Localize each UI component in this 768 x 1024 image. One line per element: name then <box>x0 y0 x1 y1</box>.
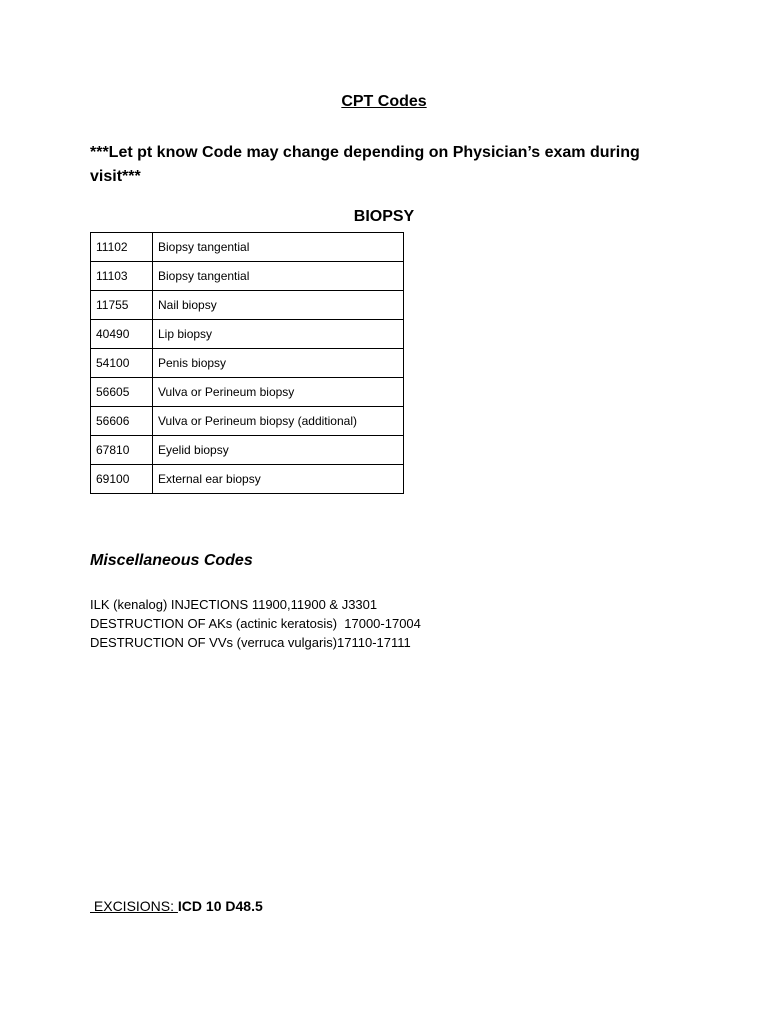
table-row <box>91 233 404 262</box>
description-cell: External ear biopsy <box>153 465 404 494</box>
code-cell: 11755 <box>91 291 153 320</box>
table-row <box>91 291 404 320</box>
description-cell: Biopsy tangential <box>153 233 404 262</box>
description-cell: Biopsy tangential <box>153 262 404 291</box>
miscellaneous-heading: Miscellaneous Codes <box>90 552 253 569</box>
biopsy-codes-table <box>90 232 404 494</box>
description-cell: Nail biopsy <box>153 291 404 320</box>
excisions-label: EXCISIONS: <box>90 898 178 914</box>
table-row <box>91 320 404 349</box>
description-cell: Vulva or Perineum biopsy <box>153 378 404 407</box>
biopsy-heading: BIOPSY <box>353 208 415 225</box>
code-cell: 54100 <box>91 349 153 378</box>
code-cell: 56605 <box>91 378 153 407</box>
table-row <box>91 407 404 436</box>
table-row <box>91 262 404 291</box>
code-cell: 40490 <box>91 320 153 349</box>
list-item: ILK (kenalog) INJECTIONS 11900,11900 & J3301 <box>90 597 378 612</box>
list-item: DESTRUCTION OF VVs (verruca vulgaris)17110-17111 <box>90 635 411 650</box>
miscellaneous-list <box>90 595 421 652</box>
excisions-code: ICD 10 D48.5 <box>177 898 263 914</box>
physician-exam-notice: ***Let pt know Code may change depending on Physician’s exam during visit*** <box>90 144 640 185</box>
table-row <box>91 349 404 378</box>
description-cell: Eyelid biopsy <box>153 436 404 465</box>
table-row <box>91 436 404 465</box>
list-item: DESTRUCTION OF AKs (actinic keratosis) 17000-17004 <box>90 616 421 631</box>
code-cell: 69100 <box>91 465 153 494</box>
description-cell: Vulva or Perineum biopsy (additional) <box>153 407 404 436</box>
table-row <box>91 378 404 407</box>
description-cell: Lip biopsy <box>153 320 404 349</box>
code-cell: 56606 <box>91 407 153 436</box>
excisions-line <box>90 898 263 914</box>
table-row <box>91 465 404 494</box>
code-cell: 11103 <box>91 262 153 291</box>
page-title: CPT Codes <box>341 93 427 110</box>
description-cell: Penis biopsy <box>153 349 404 378</box>
code-cell: 11102 <box>91 233 153 262</box>
code-cell: 67810 <box>91 436 153 465</box>
